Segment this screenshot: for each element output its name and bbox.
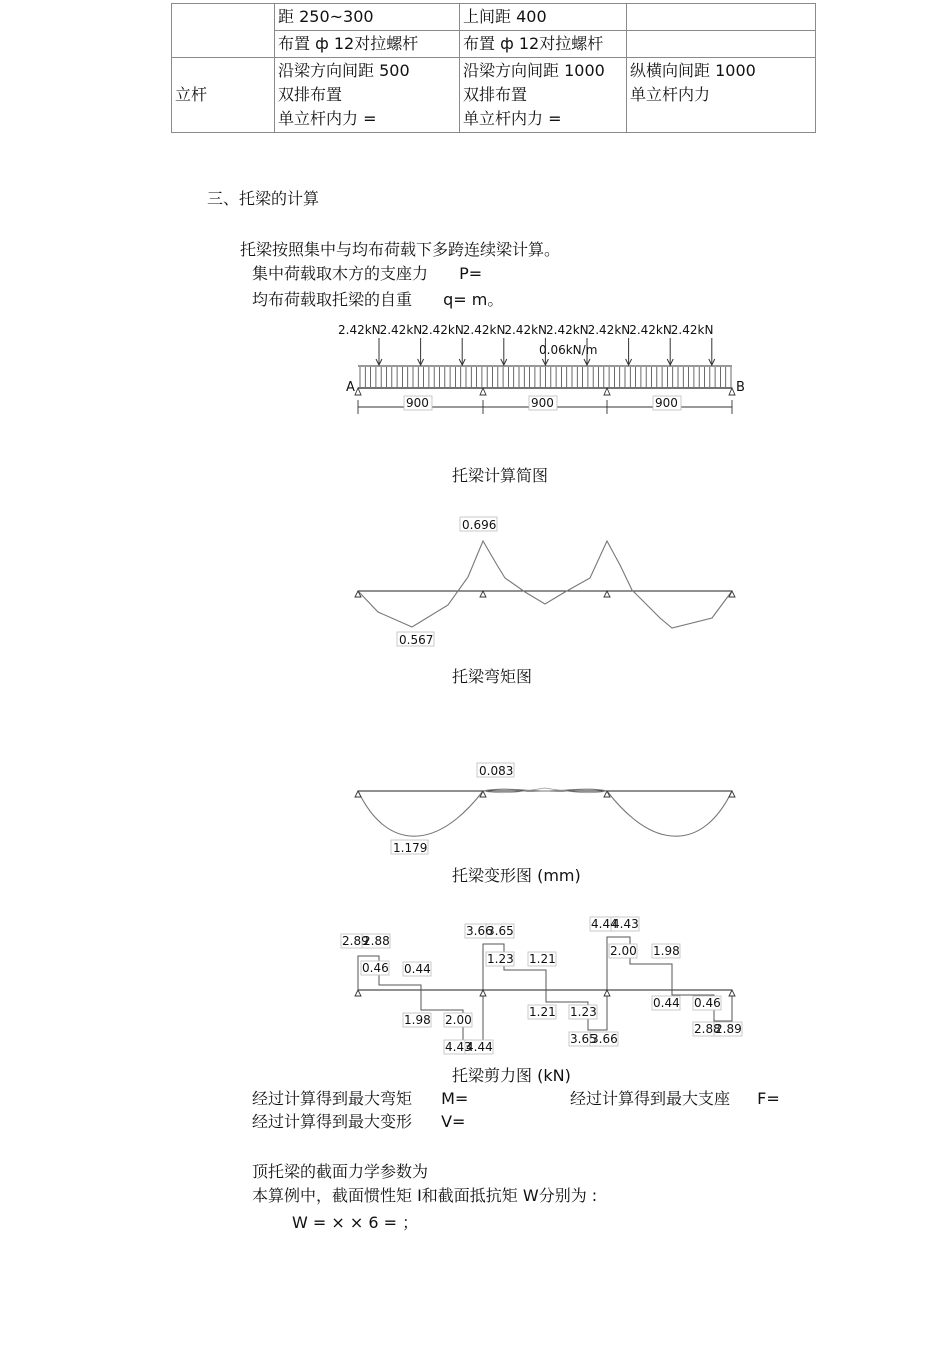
- shear-label: 1.98: [653, 944, 680, 958]
- max-deflection-line: [252, 1112, 465, 1132]
- shear-label: 0.44: [404, 962, 431, 976]
- cell-line: 沿梁方向间距 500: [278, 61, 410, 80]
- support-label-a: A: [346, 380, 355, 395]
- cell-line: 单立杆内力 =: [463, 109, 562, 128]
- moment-curve: [358, 541, 732, 628]
- support-triangle: [604, 388, 610, 395]
- cell-line: 单立杆内力: [630, 85, 711, 104]
- point-load-label: 2.42kN: [462, 323, 506, 337]
- support-triangle: [480, 388, 486, 395]
- point-load-label: 2.42kN: [338, 323, 381, 337]
- shear-label: 4.44: [466, 1040, 493, 1054]
- shear-label: 1.21: [529, 1005, 556, 1019]
- shear-label: 2.88: [694, 1022, 721, 1036]
- supports: [355, 591, 735, 597]
- cell-line: 纵横向间距 1000: [630, 61, 756, 80]
- support-triangle: [729, 990, 735, 996]
- shear-label: 0.46: [362, 961, 389, 975]
- shear-label: 2.88: [363, 934, 390, 948]
- shear-label: 1.23: [487, 952, 514, 966]
- section-props-desc: 本算例中，截面惯性矩 I和截面抵抗矩 W分别为 :: [252, 1186, 598, 1205]
- table-cell: 布置 ф 12对拉螺杆: [460, 31, 627, 58]
- point-load-label: 2.42kN: [629, 323, 672, 337]
- deflection-diagram-caption: 托梁变形图 (mm): [452, 866, 581, 885]
- cell-line: 双排布置: [463, 85, 528, 104]
- support-triangle: [355, 388, 361, 395]
- span-label: 900: [655, 396, 678, 410]
- shear-label: 4.43: [612, 917, 639, 931]
- moment-max-neg: 0.696: [462, 518, 497, 532]
- moment-diagram-caption: 托梁弯矩图: [452, 667, 533, 686]
- support-label-b: B: [736, 380, 745, 395]
- deflection-curve-span1: [358, 791, 483, 836]
- section-props-title: 顶托梁的截面力学参数为: [252, 1162, 429, 1181]
- shear-label: 3.65: [487, 924, 514, 938]
- deflection-curve-span3: [607, 791, 732, 836]
- deflection-bottom-value: 1.179: [393, 841, 428, 855]
- shear-label: 1.98: [404, 1013, 431, 1027]
- deflection-curve-span2-alt: [483, 788, 607, 793]
- max-support-label: 经过计算得到最大支座: [570, 1089, 731, 1108]
- shear-diagram: [341, 917, 742, 1054]
- point-load-label: 2.42kN: [421, 323, 464, 337]
- shear-label: 2.89: [342, 934, 369, 948]
- deflection-diagram: [355, 763, 735, 855]
- supports: [355, 791, 735, 797]
- shear-label: 4.43: [445, 1040, 472, 1054]
- point-load-label: 2.42kN: [504, 323, 548, 337]
- point-load-value: P=: [459, 264, 483, 283]
- shear-label: 4.44: [591, 917, 618, 931]
- table-cell: 布置 ф 12对拉螺杆: [275, 31, 460, 58]
- table-cell: 上间距 400: [460, 4, 627, 31]
- max-moment-label: 经过计算得到最大弯矩: [252, 1089, 413, 1108]
- intro-text: 托梁按照集中与均布荷载下多跨连续梁计算。: [240, 240, 561, 259]
- support-triangle: [480, 990, 486, 996]
- max-support-line: [570, 1089, 780, 1109]
- point-load-label: 2.42kN: [379, 323, 423, 337]
- shear-label: 2.00: [445, 1013, 472, 1027]
- support-triangle: [355, 990, 361, 996]
- shear-label: 2.00: [610, 944, 637, 958]
- shear-label: 0.44: [653, 996, 680, 1010]
- section-title: 三、托梁的计算: [207, 189, 320, 208]
- max-moment-line: [252, 1089, 468, 1109]
- moment-diagram: [355, 517, 735, 647]
- uniform-load-label: 均布荷载取托梁的自重: [252, 290, 413, 309]
- cell-line: 沿梁方向间距 1000: [463, 61, 605, 80]
- shear-label: 1.21: [529, 952, 556, 966]
- support-triangle: [729, 388, 735, 395]
- cell-line: 单立杆内力 =: [278, 109, 377, 128]
- table-cell: 立杆: [172, 58, 275, 133]
- shear-diagram-caption: 托梁剪力图 (kN): [452, 1066, 571, 1085]
- deflection-top-value: 0.083: [479, 764, 514, 778]
- max-support-value: F=: [757, 1089, 780, 1108]
- point-load-label: 集中荷载取木方的支座力: [252, 264, 429, 283]
- support-triangle: [604, 990, 610, 996]
- span-label: 900: [406, 396, 429, 410]
- load-diagram-caption: 托梁计算简图: [452, 466, 549, 485]
- uniform-load-label: 0.06kN/m: [539, 343, 598, 357]
- section-props-formula: W = × × 6 = ；: [292, 1213, 419, 1232]
- supports: [355, 388, 735, 395]
- max-deflection-label: 经过计算得到最大变形: [252, 1112, 413, 1131]
- point-load-label: 2.42kN: [670, 323, 714, 337]
- shear-label: 3.65: [570, 1032, 597, 1046]
- shear-label: 3.66: [466, 924, 493, 938]
- shear-label: 1.23: [570, 1005, 597, 1019]
- table-cell: 距 250~300: [275, 4, 460, 31]
- shear-label: 3.66: [591, 1032, 618, 1046]
- max-moment-value: M=: [441, 1089, 469, 1108]
- uniform-load-hatch: [360, 367, 731, 387]
- shear-label: 2.89: [715, 1022, 742, 1036]
- span-label: 900: [531, 396, 554, 410]
- load-diagram: [338, 323, 745, 414]
- point-load-label: 2.42kN: [546, 323, 589, 337]
- cell-line: 双排布置: [278, 85, 343, 104]
- moment-max-pos: 0.567: [399, 633, 434, 647]
- point-load-label: 2.42kN: [587, 323, 631, 337]
- shear-label: 0.46: [694, 996, 721, 1010]
- uniform-load-value: q= m。: [443, 290, 504, 309]
- support-triangle: [480, 591, 486, 597]
- max-deflection-value: V=: [441, 1112, 466, 1131]
- point-load-labels: [338, 323, 713, 337]
- support-triangle: [604, 591, 610, 597]
